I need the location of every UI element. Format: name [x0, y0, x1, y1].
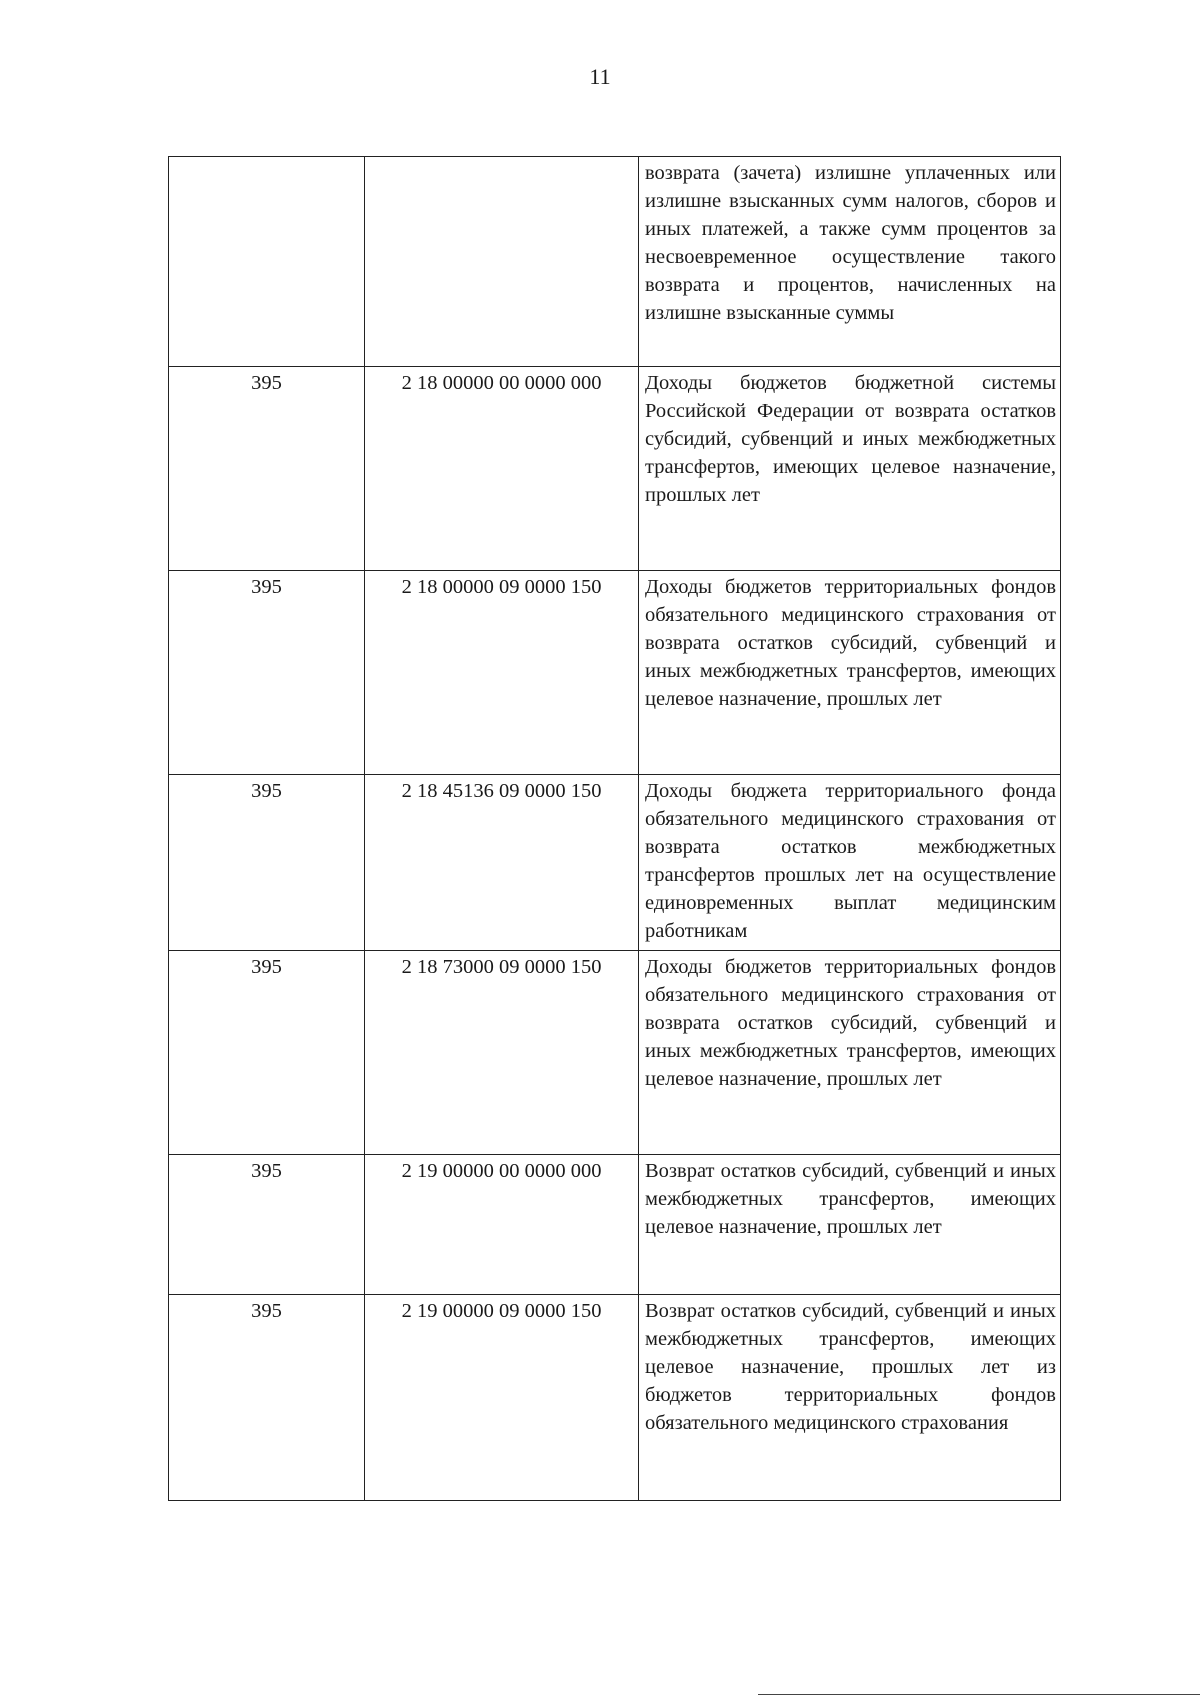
- description-cell: Доходы бюджетов территориальных фондов обязательного медицинского страхования от возврата остатков субсидий, субвенций и иных межбюджетных трансфертов, имеющих целевое назначение, прошлых лет: [639, 571, 1061, 775]
- admin-code-cell: 395: [169, 951, 365, 1155]
- table-row: [169, 1155, 1061, 1295]
- admin-code-cell: 395: [169, 1295, 365, 1501]
- admin-code-cell: 395: [169, 775, 365, 951]
- description-cell: Возврат остатков субсидий, субвенций и иных межбюджетных трансфертов, имеющих целевое назначение, прошлых лет: [639, 1155, 1061, 1295]
- classification-code-cell: 2 19 00000 00 0000 000: [365, 1155, 639, 1295]
- classification-code-cell: 2 18 73000 09 0000 150: [365, 951, 639, 1155]
- admin-code-cell: 395: [169, 1155, 365, 1295]
- table-row: [169, 951, 1061, 1155]
- page-number: 11: [589, 64, 611, 89]
- description-cell: Возврат остатков субсидий, субвенций и иных межбюджетных трансфертов, имеющих целевое назначение, прошлых лет из бюджетов территориальных фондов обязательного медицинского страхования: [639, 1295, 1061, 1501]
- budget-classification-table: [168, 156, 1061, 1501]
- table-row: [169, 367, 1061, 571]
- classification-code-cell: 2 18 45136 09 0000 150: [365, 775, 639, 951]
- classification-code-cell: 2 19 00000 09 0000 150: [365, 1295, 639, 1501]
- description-cell: Доходы бюджетов бюджетной системы Российской Федерации от возврата остатков субсидий, субвенций и иных межбюджетных трансфертов, имеющих целевое назначение, прошлых лет: [639, 367, 1061, 571]
- table-row: [169, 1295, 1061, 1501]
- description-cell: Доходы бюджетов территориальных фондов обязательного медицинского страхования от возврата остатков субсидий, субвенций и иных межбюджетных трансфертов, имеющих целевое назначение, прошлых лет: [639, 951, 1061, 1155]
- classification-code-cell: [365, 157, 639, 367]
- classification-code-cell: 2 18 00000 09 0000 150: [365, 571, 639, 775]
- table-row: [169, 775, 1061, 951]
- bottom-divider: [758, 1694, 1200, 1695]
- table-row: [169, 571, 1061, 775]
- table-row: [169, 157, 1061, 367]
- classification-code-cell: 2 18 00000 00 0000 000: [365, 367, 639, 571]
- admin-code-cell: 395: [169, 571, 365, 775]
- admin-code-cell: [169, 157, 365, 367]
- admin-code-cell: 395: [169, 367, 365, 571]
- description-cell: возврата (зачета) излишне уплаченных или излишне взысканных сумм налогов, сборов и иных платежей, а также сумм процентов за несвоевременное осуществление такого возврата и процентов, начисленных на излишне взысканные суммы: [639, 157, 1061, 367]
- description-cell: Доходы бюджета территориального фонда обязательного медицинского страхования от возврата остатков межбюджетных трансфертов прошлых лет на осуществление единовременных выплат медицинским работникам: [639, 775, 1061, 951]
